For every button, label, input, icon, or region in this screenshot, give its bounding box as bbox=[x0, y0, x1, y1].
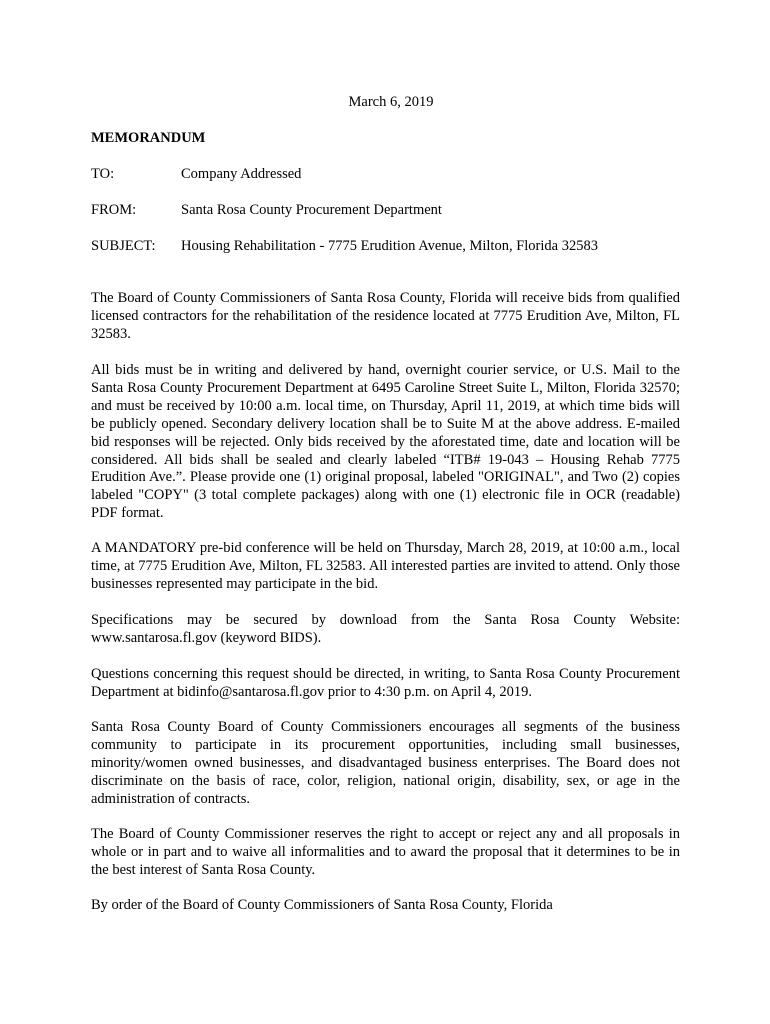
paragraph-bid-notice: The Board of County Commissioners of Santa Rosa County, Florida will receive bids from qualified licensed contractors for the rehabilitation of the residence located at 7775 Erudition Ave, Milton, FL 32583. bbox=[91, 290, 680, 342]
from-value: Santa Rosa County Procurement Department bbox=[181, 202, 442, 218]
to-value: Company Addressed bbox=[181, 166, 302, 182]
to-label: TO: bbox=[91, 166, 115, 182]
from-line bbox=[91, 202, 442, 219]
paragraph-delivery-instructions: All bids must be in writing and delivered by hand, overnight courier service, or U.S. Mail to the Santa Rosa County Procurement Department at 6495 Caroline Street Suite L, Milton, Florida 32570; and must be received by 10:00 a.m. local time, on Thursday, April 11, 2019, at which time bids will be publicly opened. Secondary delivery location shall be to Suite M at the above address. E-mailed bid responses will be rejected. Only bids received by the aforestated time, date and location will be considered. All bids shall be sealed and clearly labeled “ITB# 19-043 – Housing Rehab 7775 Erudition Ave.”. Please provide one (1) original proposal, labeled "ORIGINAL", and Two (2) copies labeled "COPY" (3 total complete packages) along with one (1) electronic file in OCR (readable) PDF format. bbox=[91, 362, 680, 522]
paragraph-questions: Questions concerning this request should be directed, in writing, to Santa Rosa County Procurement Department at bidinfo@santarosa.fl.gov prior to 4:30 p.m. on April 4, 2019. bbox=[91, 666, 680, 700]
subject-line bbox=[91, 238, 598, 255]
memo-date: March 6, 2019 bbox=[348, 94, 434, 110]
paragraph-reservation-of-rights: The Board of County Commissioner reserves the right to accept or reject any and all proposals in whole or in part and to waive all informalities and to award the proposal that it determines to be in the best interest of Santa Rosa County. bbox=[91, 826, 680, 878]
subject-value: Housing Rehabilitation - 7775 Erudition Avenue, Milton, Florida 32583 bbox=[181, 238, 598, 254]
from-label: FROM: bbox=[91, 202, 137, 218]
paragraph-specifications: Specifications may be secured by download from the Santa Rosa County Website: www.santarosa.fl.gov (keyword BIDS). bbox=[91, 612, 680, 646]
paragraph-prebid-conference: A MANDATORY pre-bid conference will be held on Thursday, March 28, 2019, at 10:00 a.m., local time, at 7775 Erudition Ave, Milton, FL 32583. All interested parties are invited to attend. Only those businesses represented may participate in the bid. bbox=[91, 540, 680, 592]
memo-title: MEMORANDUM bbox=[91, 130, 206, 146]
subject-label: SUBJECT: bbox=[91, 238, 156, 254]
to-line bbox=[91, 166, 301, 183]
paragraph-by-order: By order of the Board of County Commissioners of Santa Rosa County, Florida bbox=[91, 897, 553, 913]
paragraph-nondiscrimination: Santa Rosa County Board of County Commissioners encourages all segments of the business community to participate in its procurement opportunities, including small businesses, minority/women owned businesses, and disadvantaged business enterprises. The Board does not discriminate on the basis of race, color, religion, national origin, disability, sex, or age in the administration of contracts. bbox=[91, 719, 680, 807]
